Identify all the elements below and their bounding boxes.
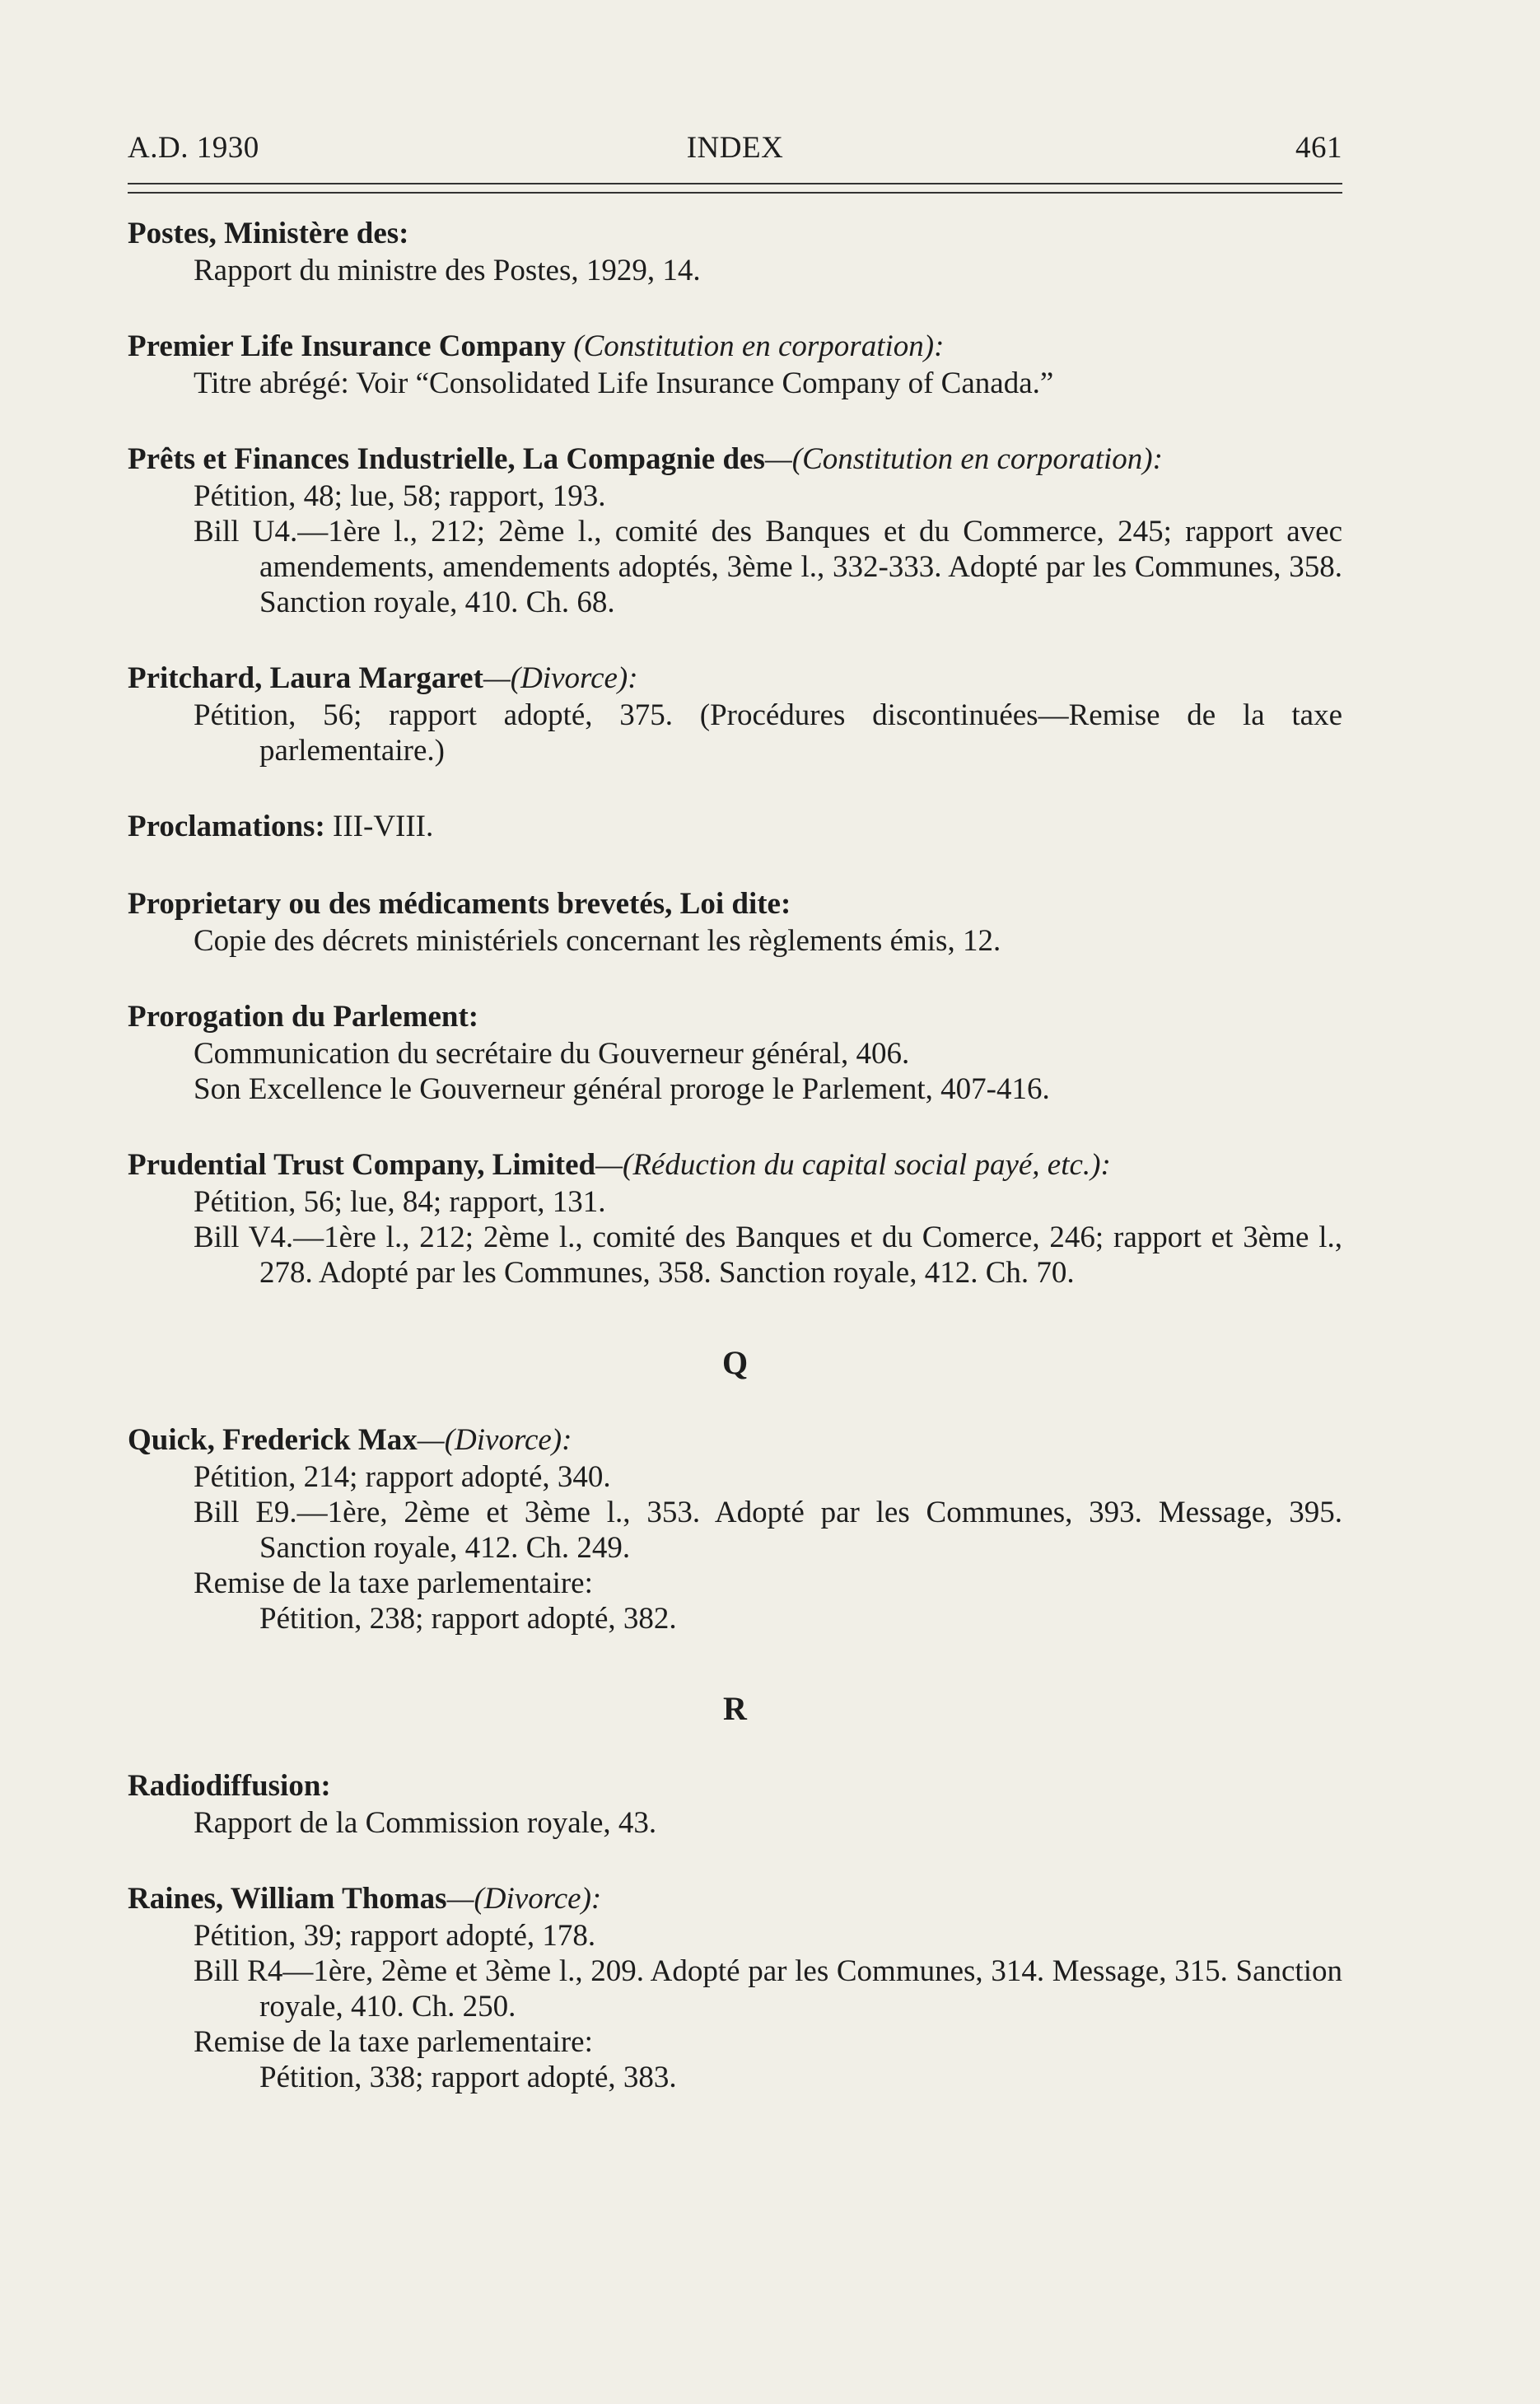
index-entry (128, 998, 1342, 1107)
entry-line: Pétition, 39; rapport adopté, 178. (194, 1919, 596, 1953)
entry-heading: Raines, William Thomas (128, 1882, 447, 1916)
entry-heading: Radiodiffusion: (128, 1769, 331, 1803)
entry-line: Titre abrégé: Voir “Consolidated Life Insurance Company of Canada.” (194, 366, 1054, 400)
entry-reference: III-VIII. (324, 810, 434, 843)
entry-line: Pétition, 56; rapport adopté, 375. (Procédures discontinuées—Remise de la taxe parlementaire.) (194, 698, 1342, 768)
entry-line: Rapport de la Commission royale, 43. (194, 1806, 657, 1840)
index-entry (128, 1421, 1342, 1636)
entry-line: Son Excellence le Gouverneur général proroge le Parlement, 407-416. (194, 1072, 1050, 1106)
index-entry (128, 215, 1342, 288)
entry-line: Rapport du ministre des Postes, 1929, 14. (194, 254, 701, 287)
entry-subject: —(Divorce): (446, 1882, 602, 1916)
entry-heading: Premier Life Insurance Company (128, 329, 567, 363)
entry-subline: Pétition, 238; rapport adopté, 382. (259, 1602, 677, 1636)
entry-line: Bill V4.—1ère l., 212; 2ème l., comité des Banques et du Comerce, 246; rapport et 3ème l., 278. Adopté par les Communes, 358. Sanction royale, 412. Ch. 70. (194, 1221, 1342, 1290)
index-entry (128, 1767, 1342, 1841)
entry-heading: Prorogation du Parlement: (128, 1000, 479, 1034)
header-rule (128, 183, 1342, 194)
entry-subject: —(Constitution en corporation): (764, 442, 1163, 476)
entry-line: Remise de la taxe parlementaire: (194, 1566, 593, 1600)
running-head (128, 115, 1342, 165)
entry-line: Copie des décrets ministériels concernant les règlements émis, 12. (194, 924, 1001, 958)
index-entry (128, 885, 1342, 959)
index-entry (128, 1880, 1342, 2095)
section-letter-r: R (723, 1690, 747, 1727)
entry-line: Pétition, 214; rapport adopté, 340. (194, 1460, 611, 1494)
index-page (128, 115, 1342, 2095)
index-entry (128, 660, 1342, 768)
index-entry (128, 328, 1342, 401)
entry-subline: Pétition, 338; rapport adopté, 383. (259, 2061, 677, 2094)
section-letter-q: Q (721, 1344, 749, 1381)
entry-line: Communication du secrétaire du Gouverneur général, 406. (194, 1037, 910, 1071)
entry-subject: —(Divorce): (417, 1423, 572, 1457)
entry-line: Bill R4—1ère, 2ème et 3ème l., 209. Adopté par les Communes, 314. Message, 315. Sanction royale, 410. Ch. 250. (194, 1954, 1342, 2024)
entry-subject: —(Divorce): (483, 661, 638, 695)
page-number: 461 (1295, 131, 1342, 165)
entry-subject: —(Réduction du capital social payé, etc.): (595, 1148, 1111, 1182)
entry-heading: Postes, Ministère des: (128, 217, 409, 250)
entry-line: Bill E9.—1ère, 2ème et 3ème l., 353. Adopté par les Communes, 393. Message, 395. Sanction royale, 412. Ch. 249. (194, 1496, 1342, 1565)
index-entry (128, 441, 1342, 620)
entry-subject: (Constitution en corporation): (566, 329, 945, 363)
entry-heading: Quick, Frederick Max (128, 1423, 418, 1457)
index-content (128, 215, 1342, 2095)
index-entry (128, 808, 1342, 846)
entry-line: Remise de la taxe parlementaire: (194, 2025, 593, 2059)
entry-line: Pétition, 56; lue, 84; rapport, 131. (194, 1185, 606, 1219)
entry-heading: Proclamations: (128, 810, 325, 843)
entry-line: Bill U4.—1ère l., 212; 2ème l., comité des Banques et du Commerce, 245; rapport avec amendements, amendements adoptés, 3ème l., 332-333. Adopté par les Communes, 358. Sanction royale, 410. Ch. 68. (194, 515, 1342, 619)
entry-heading: Prêts et Finances Industrielle, La Compagnie des (128, 442, 765, 476)
index-entry (128, 1146, 1342, 1291)
page-title: INDEX (686, 131, 784, 165)
entry-heading: Proprietary ou des médicaments brevetés, Loi dite: (128, 887, 791, 921)
year-label: A.D. 1930 (128, 131, 259, 165)
entry-heading: Pritchard, Laura Margaret (128, 661, 483, 695)
entry-line: Pétition, 48; lue, 58; rapport, 193. (194, 479, 606, 513)
entry-heading: Prudential Trust Company, Limited (128, 1148, 596, 1182)
